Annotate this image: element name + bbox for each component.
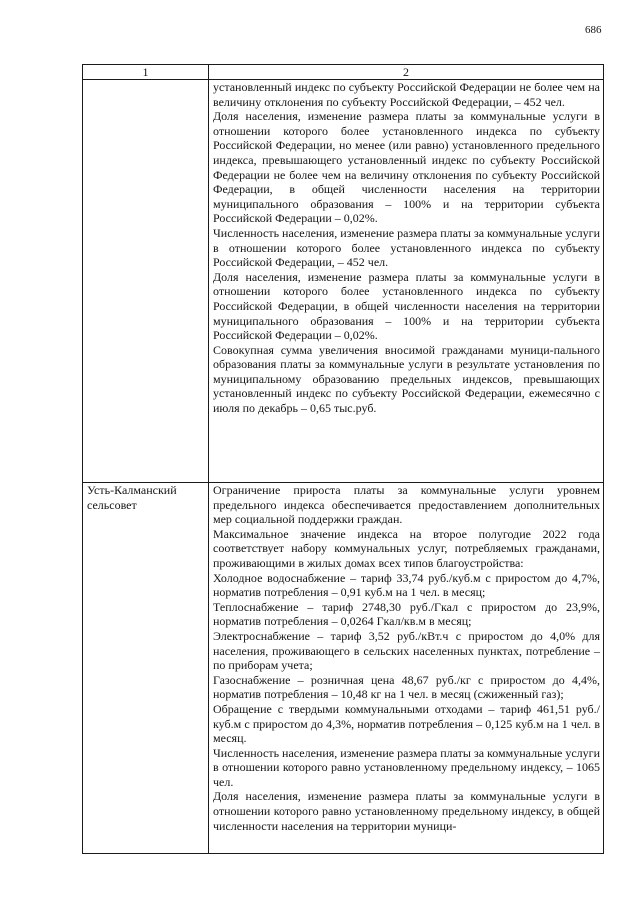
paragraph: Доля населения, изменение размера платы за коммунальные услуги в отношении которого равно установленному предельному индексу, в общей численности населения на территории муници-: [213, 789, 600, 833]
paragraph: Доля населения, изменение размера платы за коммунальные услуги в отношении которого более установленного индекса по субъекту Российской Федерации, в общей численности населения на территории муниципального образования – 100% и на территории субъекта Российской Федерации – 0,02%.: [213, 269, 600, 343]
table-row: [83, 80, 604, 483]
data-table: [82, 64, 604, 854]
paragraph: Максимальное значение индекса на второе полугодие 2022 года соответствует набору коммунальных услуг, потребляемых гражданами, проживающими в жилых домах всех типов благоустройства:: [213, 526, 600, 570]
paragraph: Численность населения, изменение размера платы за коммунальные услуги в отношении которого равно установленному предельному индексу, – 1065 чел.: [213, 745, 601, 789]
description-cell: [209, 483, 604, 854]
paragraph: Электроснабжение – тариф 3,52 руб./кВт.ч с приростом до 4,0% для населения, проживающего в сельских населенных пунктах, потребление – по приборам учета;: [213, 628, 600, 673]
paragraph: Доля населения, изменение размера платы за коммунальные услуги в отношении которого более установленного индекса по субъекту Российской Федерации, но менее (или равно) установленного предельного индекса, превышающего установленный индекс по субъекту Российской Федерации не более чем на величину отклонения по субъекту Российской Федерации, в общей численности населения на территории муниципального образования – 100% и на территории субъекта Российской Федерации – 0,02%.: [213, 109, 600, 226]
column-header-2: 2: [209, 65, 604, 80]
column-header-1: 1: [83, 65, 209, 80]
description-cell: [209, 80, 604, 483]
page-number: 686: [585, 24, 602, 36]
municipality-name-cell: Усть-Калманский сельсовет: [83, 483, 209, 854]
paragraph: установленный индекс по субъекту Российской Федерации не более чем на величину отклонения по субъекту Российской Федерации, – 452 чел.: [213, 80, 600, 109]
paragraph: Обращение с твердыми коммунальными отходами – тариф 461,51 руб./куб.м с приростом до 4,3%, норматив потребления – 0,125 куб.м на 1 чел. в месяц.: [213, 701, 600, 746]
municipality-name-cell: [83, 80, 209, 483]
paragraph: Газоснабжение – розничная цена 48,67 руб./кг с приростом до 4,4%, норматив потребления – 10,48 кг на 1 чел. в месяц (сжиженный газ);: [213, 672, 600, 702]
paragraph: Численность населения, изменение размера платы за коммунальные услуги в отношении которого более установленного индекса по субъекту Российской Федерации, – 452 чел.: [213, 225, 601, 270]
table-row: [83, 483, 604, 854]
paragraph: Холодное водоснабжение – тариф 33,74 руб./куб.м с приростом до 4,7%, норматив потребления – 0,91 куб.м на 1 чел. в месяц;: [213, 570, 600, 600]
paragraph: Ограничение прироста платы за коммунальные услуги уровнем предельного индекса обеспечивается предоставлением дополнительных мер социальной поддержки граждан.: [213, 483, 600, 527]
paragraph: Теплоснабжение – тариф 2748,30 руб./Гкал с приростом до 23,9%, норматив потребления – 0,0264 Гкал/кв.м в месяц;: [213, 599, 600, 629]
paragraph: Совокупная сумма увеличения вносимой гражданами муници-пального образования платы за коммунальные услуги в результате установления по муниципальному образованию предельных индексов, превышающих установленный индекс по субъекту Российской Федерации, ежемесячно с июля по декабрь – 0,65 тыс.руб.: [213, 342, 600, 416]
table-header-row: [83, 65, 604, 80]
